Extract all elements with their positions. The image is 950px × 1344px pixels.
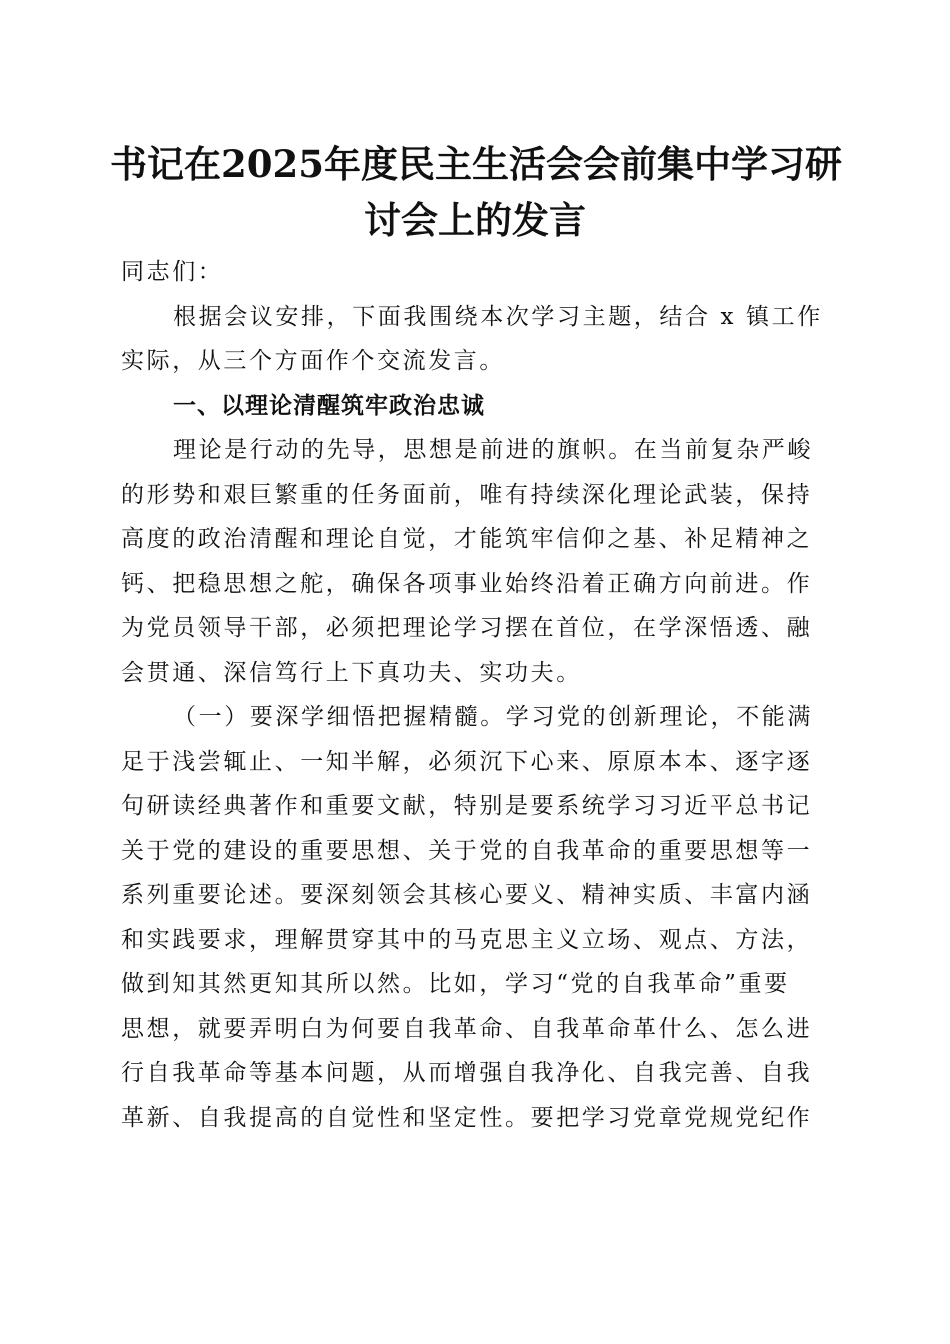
title-line-2: 讨会上的发言 — [364, 198, 586, 242]
paragraph-line: 的形势和艰巨繁重的任务面前，唯有持续深化理论武装，保持 — [121, 481, 813, 508]
title-line-1: 书记在2025年度民主生活会会前集中学习研 — [110, 142, 842, 186]
paragraph-line: 会贯通、深信笃行上下真功夫、实功夫。 — [121, 659, 582, 686]
paragraph-line: 为党员领导干部，必须把理论学习摆在首位，在学深悟透、融 — [121, 615, 813, 641]
document-title — [110, 136, 840, 248]
paragraph-line: （一）要深学细悟把握精髓。学习党的创新理论，不能满 — [173, 704, 813, 730]
paragraph-line: 关于党的建设的重要思想、关于党的自我革命的重要思想等一 — [121, 837, 813, 864]
paragraph-line: 系列重要论述。要深刻领会其核心要义、精神实质、丰富内涵 — [121, 882, 813, 908]
paragraph-line: 理论是行动的先导，思想是前进的旗帜。在当前复杂严峻 — [173, 437, 813, 463]
paragraph-line: 实际，从三个方面作个交流发言。 — [121, 348, 505, 374]
paragraph-line: 行自我革命等基本问题，从而增强自我净化、自我完善、自我 — [121, 1060, 813, 1086]
paragraph-line: 句研读经典著作和重要文献，特别是要系统学习习近平总书记 — [121, 793, 813, 819]
salutation: 同志们： — [121, 259, 224, 285]
paragraph-line: 根据会议安排，下面我围绕本次学习主题，结合 x 镇工作 — [173, 303, 823, 330]
document-body — [121, 250, 827, 1140]
section-heading: 一、以理论清醒筑牢政治忠诚 — [173, 392, 485, 419]
paragraph-line: 思想，就要弄明白为何要自我革命、自我革命革什么、怎么进 — [121, 1015, 813, 1042]
paragraph-line: 和实践要求，理解贯穿其中的马克思主义立场、观点、方法， — [121, 926, 813, 953]
paragraph-line: 做到知其然更知其所以然。比如，学习“党的自我革命”重要 — [121, 971, 790, 997]
paragraph-line: 革新、自我提高的自觉性和坚定性。要把学习党章党规党纪作 — [121, 1104, 813, 1131]
paragraph-line: 高度的政治清醒和理论自觉，才能筑牢信仰之基、补足精神之 — [121, 526, 813, 552]
paragraph-line: 钙、把稳思想之舵，确保各项事业始终沿着正确方向前进。作 — [121, 570, 813, 597]
paragraph-line: 足于浅尝辄止、一知半解，必须沉下心来、原原本本、逐字逐 — [121, 748, 813, 775]
